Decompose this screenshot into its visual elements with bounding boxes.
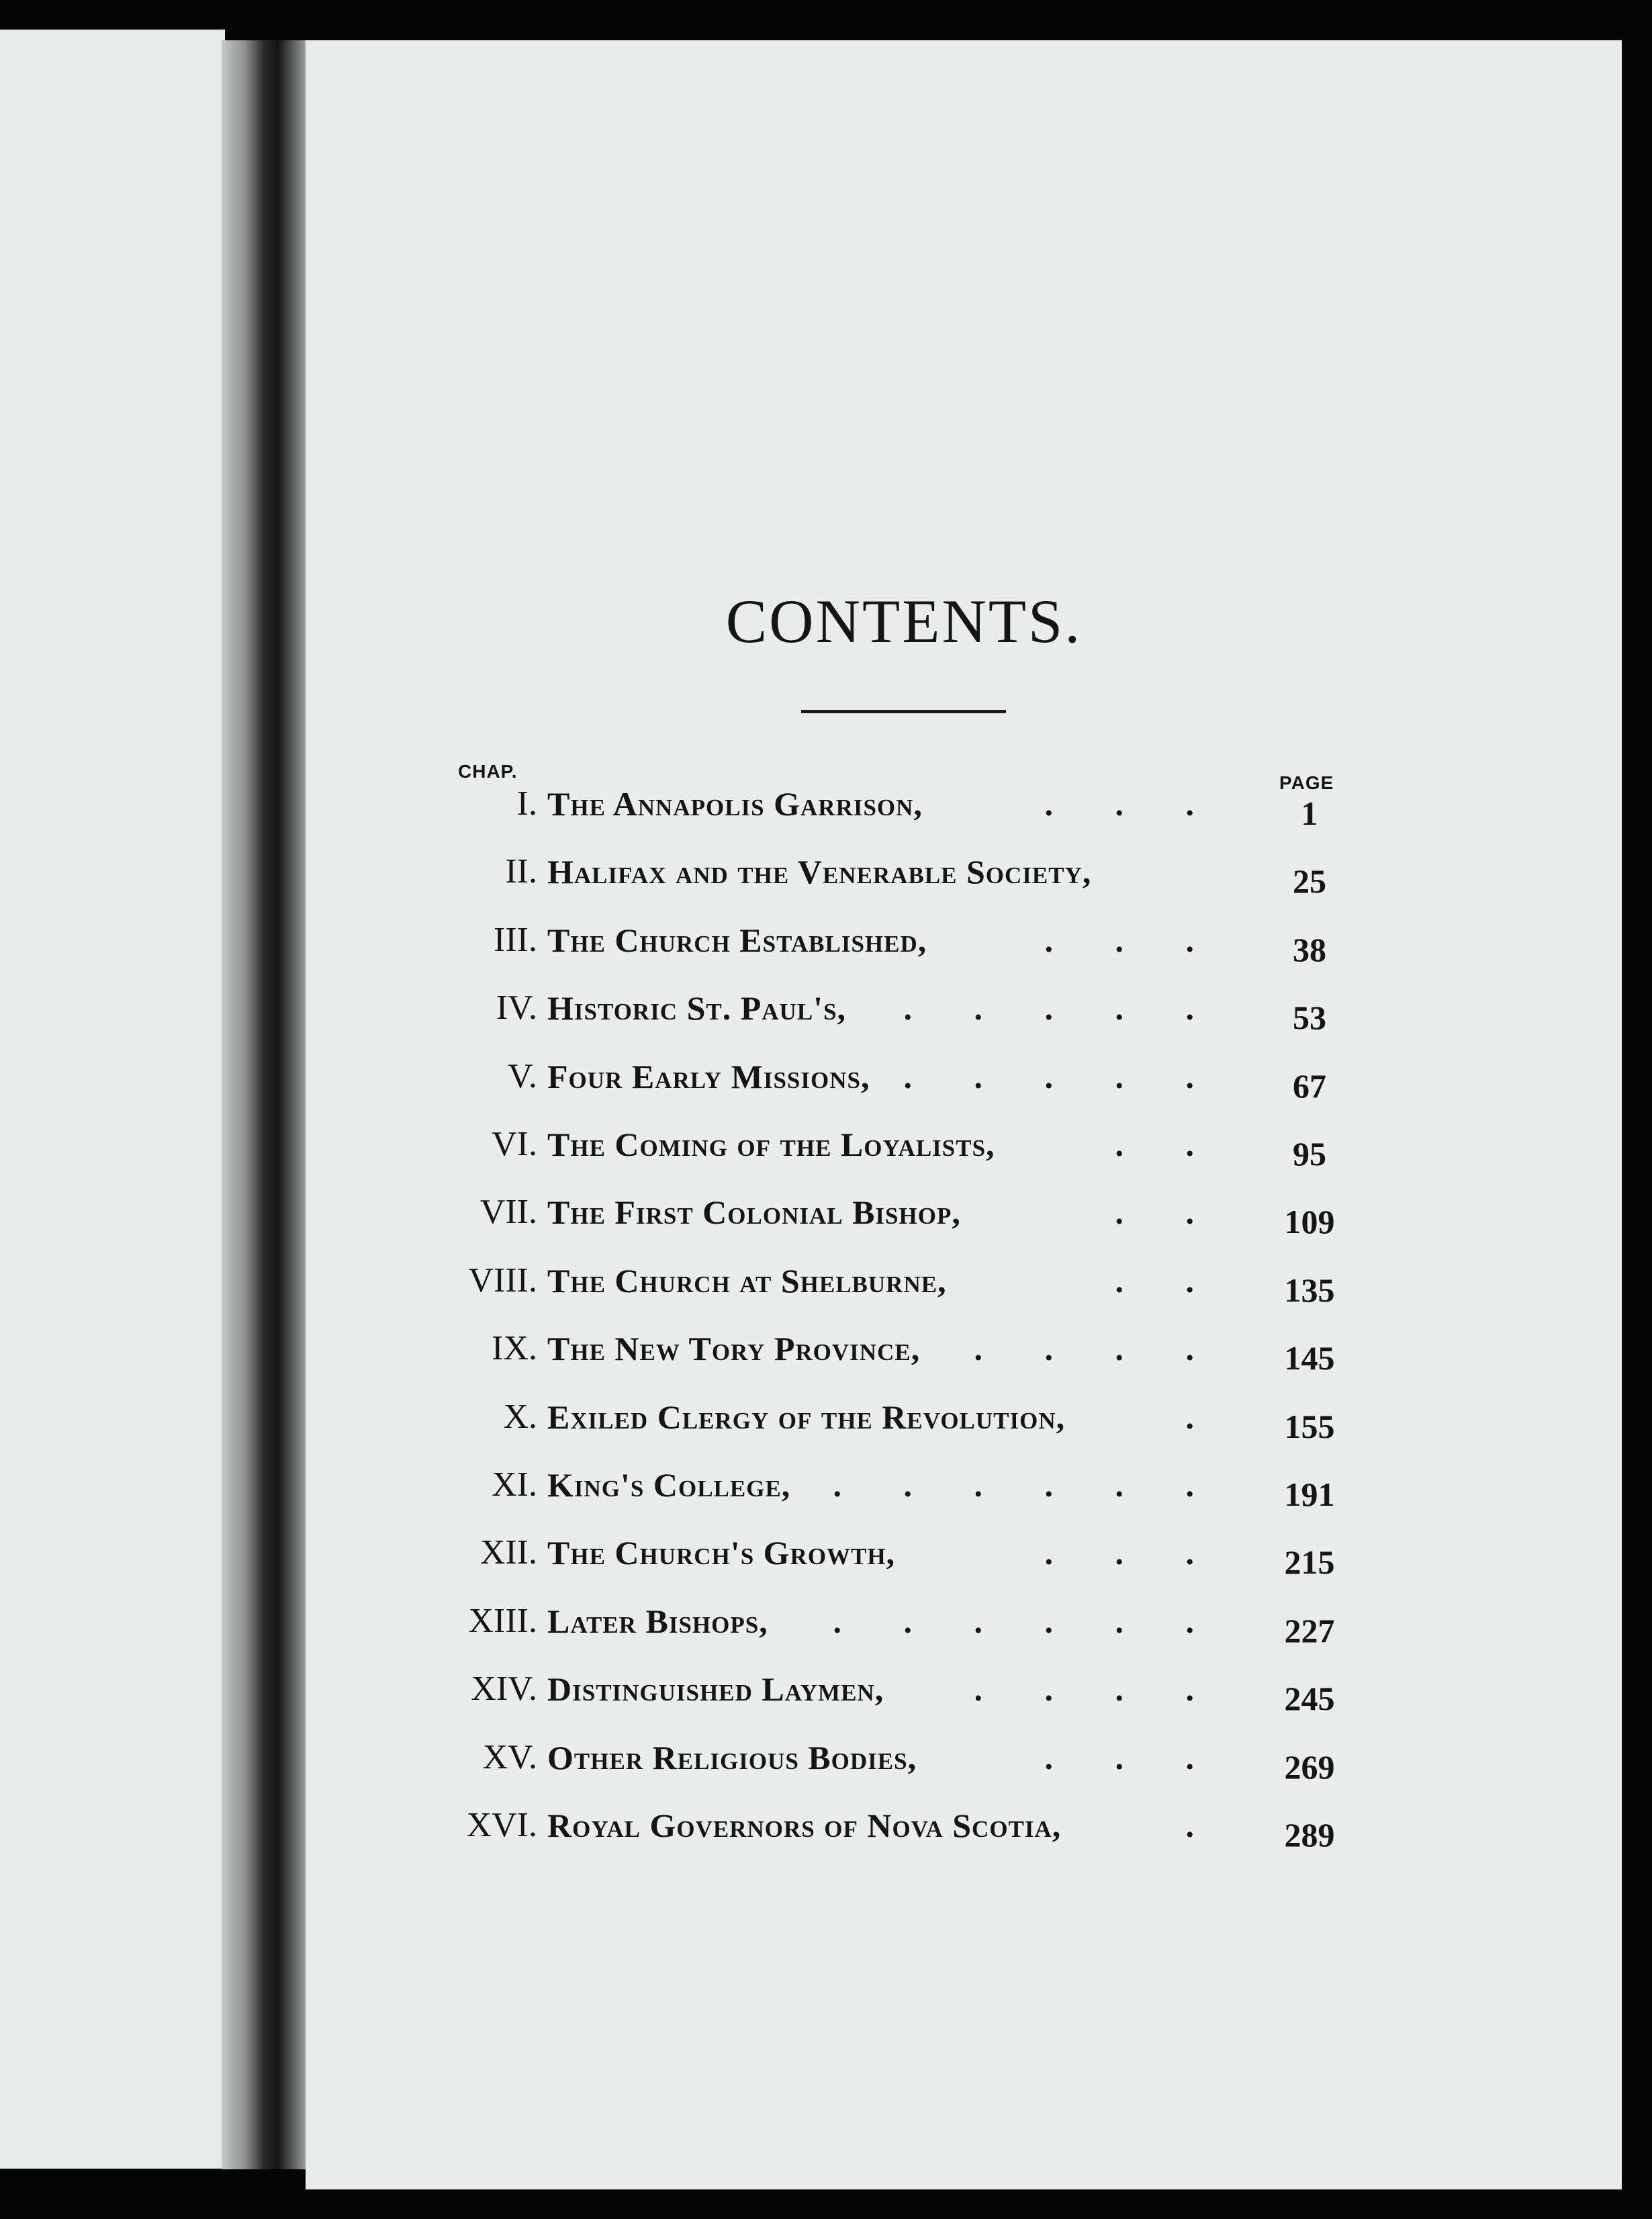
chapter-number: VI. [492, 1125, 537, 1163]
toc-entry [0, 1052, 1652, 1105]
toc-entry [0, 1187, 1652, 1241]
page-number: 95 [1293, 1135, 1326, 1173]
chapter-title: The Annapolis Garrison, [547, 785, 923, 823]
toc-entry [0, 1392, 1652, 1446]
chapter-title: Historic St. Paul's, [547, 989, 847, 1028]
chapter-title: Four Early Missions, [547, 1057, 870, 1095]
chapter-number: II. [505, 852, 537, 891]
toc-entry [0, 983, 1652, 1037]
toc-entry [0, 847, 1652, 901]
toc-entry [0, 1664, 1652, 1718]
chapter-title: The First Colonial Bishop, [547, 1193, 961, 1232]
chapter-number: IX. [492, 1329, 537, 1368]
chapter-number: I. [516, 784, 537, 823]
dot-leader: . . [1115, 1126, 1221, 1163]
chapter-number: XV. [482, 1737, 537, 1776]
chapter-number: XI. [492, 1465, 537, 1504]
toc-entry [0, 915, 1652, 969]
dot-leader: . . . [1044, 1534, 1221, 1572]
dot-leader: . . . [1044, 785, 1221, 823]
dot-leader: . . . . . [903, 1057, 1221, 1095]
toc-entry [0, 1120, 1652, 1173]
page-number: 38 [1293, 930, 1326, 968]
chapter-title: Exiled Clergy of the Revolution, [547, 1398, 1066, 1436]
chapter-title: The Church Established, [547, 921, 927, 959]
chapter-title: Halifax and the Venerable Society, [547, 853, 1092, 891]
chapter-title: The New Tory Province, [547, 1330, 921, 1368]
toc-entry [0, 1528, 1652, 1582]
chapter-title: The Church at Shelburne, [547, 1261, 947, 1300]
toc-entry [0, 1733, 1652, 1786]
dot-leader: . . . . [974, 1330, 1221, 1368]
chapter-number: XII. [479, 1533, 537, 1572]
chapter-number: VIII. [468, 1261, 537, 1300]
toc-entry [0, 1596, 1652, 1650]
dot-leader: . . [1115, 1193, 1221, 1232]
dot-leader: . . . . . . [833, 1602, 1221, 1640]
chapter-number: III. [494, 920, 537, 959]
page-column-label: PAGE [1279, 772, 1334, 793]
page-number: 227 [1284, 1611, 1335, 1649]
page-number: 67 [1293, 1067, 1326, 1105]
chapter-title: Later Bishops, [547, 1602, 768, 1640]
page-number: 191 [1284, 1476, 1335, 1513]
dot-leader: . . . [1044, 1738, 1221, 1776]
page-number: 155 [1284, 1407, 1335, 1445]
dot-leader: . [1185, 1398, 1221, 1436]
dot-leader: . . . . . [903, 989, 1221, 1028]
chapter-column-label: CHAP. [458, 761, 518, 782]
chapter-title: The Coming of the Loyalists, [547, 1126, 995, 1163]
chapter-title: Royal Governors of Nova Scotia, [547, 1807, 1062, 1844]
chapter-title: King's College, [547, 1466, 791, 1504]
dot-leader: . . . . [974, 1670, 1221, 1709]
page-number: 53 [1293, 999, 1326, 1037]
page-number: 145 [1284, 1339, 1335, 1377]
page-number: 135 [1284, 1271, 1335, 1309]
dot-leader: . [1185, 1807, 1221, 1844]
chapter-number: IV. [496, 989, 537, 1028]
chapter-number: V. [508, 1056, 537, 1095]
chapter-title: The Church's Growth, [547, 1534, 896, 1572]
chapter-title: Distinguished Laymen, [547, 1670, 884, 1709]
page-number: 215 [1284, 1543, 1335, 1582]
toc-entry [0, 1460, 1652, 1514]
toc-entry [0, 1324, 1652, 1377]
chapter-number: XIV. [471, 1670, 537, 1709]
dot-leader: . . [1115, 1261, 1221, 1300]
chapter-number: X. [503, 1397, 537, 1436]
chapter-title: Other Religious Bodies, [547, 1738, 917, 1776]
chapter-number: XVI. [466, 1806, 537, 1844]
page-number: 269 [1284, 1748, 1335, 1786]
chapter-number: XIII. [468, 1601, 537, 1640]
page-number: 245 [1284, 1680, 1335, 1718]
toc-entry [0, 779, 1652, 833]
page-number: 289 [1284, 1816, 1335, 1854]
toc-entry [0, 1256, 1652, 1310]
page-number: 1 [1301, 795, 1318, 832]
chapter-number: VII. [479, 1193, 537, 1232]
dot-leader: . . . [1044, 921, 1221, 959]
page-title: CONTENTS. [725, 587, 1083, 655]
page-number: 25 [1293, 862, 1326, 901]
dot-leader: . . . . . . [833, 1466, 1221, 1504]
page-number: 109 [1284, 1203, 1335, 1241]
toc-entry [0, 1801, 1652, 1854]
